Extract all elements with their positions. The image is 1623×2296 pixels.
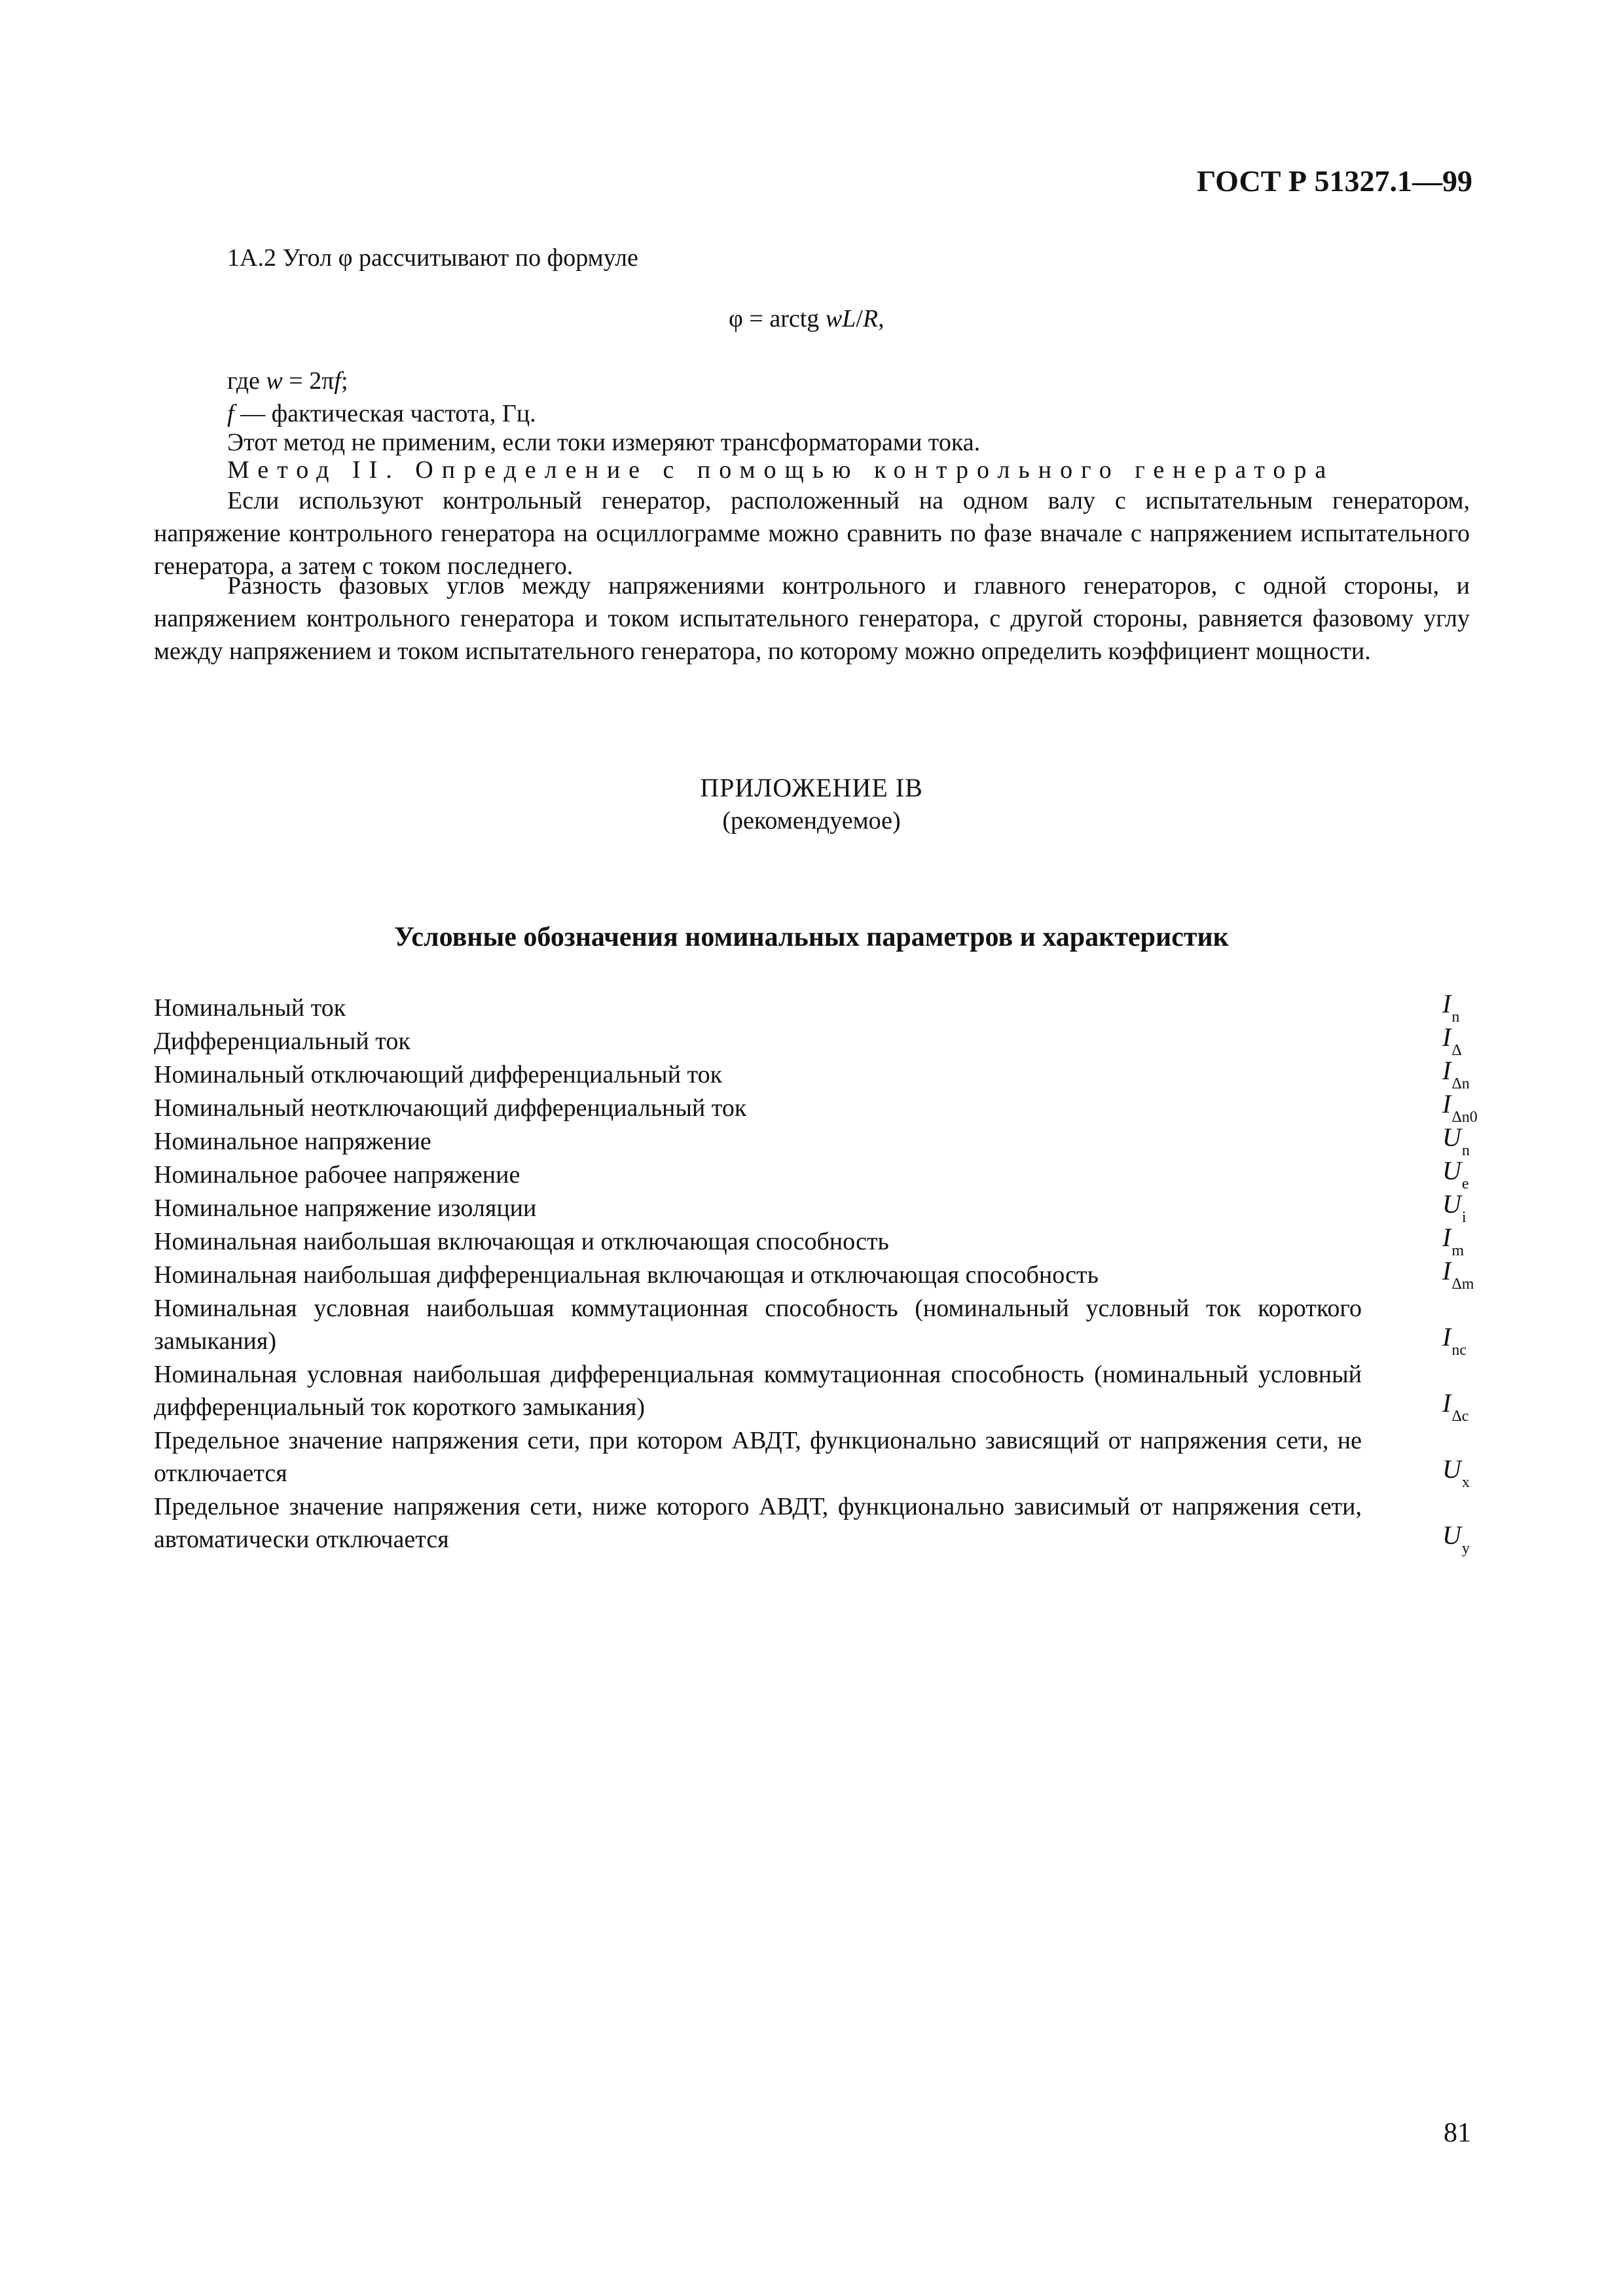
symbol-letter: U bbox=[1442, 1122, 1461, 1152]
symbol-notation bbox=[1442, 1387, 1468, 1424]
symbol-letter: U bbox=[1442, 1520, 1461, 1550]
symbol-notation bbox=[1442, 1255, 1474, 1291]
symbol-subscript: i bbox=[1461, 1209, 1467, 1226]
symbol-description: Номинальная наибольшая включающая и отключающая способность bbox=[154, 1228, 889, 1255]
symbol-letter: I bbox=[1442, 1056, 1451, 1085]
symbol-letter: I bbox=[1442, 1223, 1451, 1252]
symbol-row bbox=[154, 1058, 1470, 1091]
frequency-definition: f — фактическая частота, Гц. bbox=[227, 400, 536, 427]
symbol-notation bbox=[1442, 1021, 1462, 1058]
symbol-subscript: x bbox=[1461, 1474, 1470, 1491]
symbol-subscript: y bbox=[1461, 1540, 1470, 1557]
symbol-row bbox=[154, 1490, 1470, 1556]
symbol-subscript: nc bbox=[1451, 1342, 1467, 1359]
symbol-row bbox=[154, 1225, 1470, 1258]
symbol-notation bbox=[1442, 1321, 1467, 1357]
symbol-subscript: Δm bbox=[1451, 1276, 1474, 1293]
symbol-row bbox=[154, 1292, 1470, 1357]
symbol-letter: I bbox=[1442, 1388, 1451, 1418]
symbol-letter: I bbox=[1442, 989, 1451, 1018]
symbols-table bbox=[154, 989, 1478, 1557]
symbol-subscript: Δn bbox=[1451, 1075, 1470, 1092]
symbol-row bbox=[154, 1158, 1470, 1191]
page-number: 81 bbox=[1444, 2118, 1471, 2148]
symbol-description: Номинальная наибольшая дифференциальная включающая и отключающая способность bbox=[154, 1261, 1099, 1289]
symbol-notation bbox=[1442, 1453, 1470, 1490]
symbol-row bbox=[154, 1189, 1470, 1226]
symbol-letter: I bbox=[1442, 1022, 1451, 1052]
symbol-row bbox=[154, 1122, 1470, 1159]
symbol-notation bbox=[1442, 1121, 1470, 1158]
symbol-description: Номинальная условная наибольшая коммутационная способность (номинальный условный ток короткого замыкания) bbox=[154, 1295, 1362, 1355]
symbol-subscript: Δc bbox=[1451, 1408, 1469, 1425]
symbol-description: Номинальный ток bbox=[154, 994, 346, 1022]
symbol-description: Номинальный неотключающий дифференциальный ток bbox=[154, 1094, 747, 1122]
symbol-notation bbox=[1442, 988, 1459, 1024]
symbol-description: Номинальная условная наибольшая дифференциальная коммутационная способность (номинальный условный дифференциальный ток короткого замыкания) bbox=[154, 1361, 1362, 1421]
symbol-description: Предельное значение напряжения сети, при котором АВДТ, функционально зависящий от напряжения сети, не отключается bbox=[154, 1427, 1362, 1487]
method-note: Этот метод не применим, если токи измеряют трансформаторами тока. bbox=[227, 429, 981, 456]
symbol-letter: U bbox=[1442, 1189, 1461, 1219]
symbol-row bbox=[154, 1424, 1470, 1490]
formula-where-line: где w = 2πf; bbox=[227, 367, 348, 395]
symbol-subscript: e bbox=[1461, 1175, 1469, 1193]
symbol-subscript: m bbox=[1451, 1242, 1464, 1259]
annex-title: ПРИЛОЖЕНИЕ IB bbox=[700, 773, 923, 802]
method-ii-paragraph-2: Разность фазовых углов между напряжениями контрольного и главного генераторов, с одной стороны, и напряжением контрольного генератора и током испытательного генератора, с другой стороны, равняется фазовому углу между напряжением и током испытательного генератора, по которому можно определить коэффициент мощности. bbox=[154, 572, 1470, 665]
symbol-subscript: Δ bbox=[1451, 1042, 1462, 1059]
symbol-notation bbox=[1442, 1155, 1469, 1191]
symbol-description: Номинальный отключающий дифференциальный ток bbox=[154, 1061, 723, 1088]
symbol-row bbox=[154, 1022, 1470, 1059]
symbol-notation bbox=[1442, 1188, 1467, 1225]
angle-formula-intro: 1А.2 Угол φ рассчитывают по формуле bbox=[227, 244, 638, 272]
symbol-letter: U bbox=[1442, 1156, 1461, 1185]
symbol-subscript: Δn0 bbox=[1451, 1109, 1478, 1126]
symbol-row bbox=[154, 989, 1470, 1026]
symbol-subscript: n bbox=[1451, 1009, 1460, 1026]
symbol-description: Дифференциальный ток bbox=[154, 1028, 410, 1055]
symbol-row bbox=[154, 1089, 1478, 1126]
symbol-letter: I bbox=[1442, 1089, 1451, 1119]
symbol-letter: I bbox=[1442, 1322, 1451, 1352]
angle-formula: φ = arctg wL/R, bbox=[729, 305, 884, 332]
method-ii-heading: Метод II. Определение с помощью контрольного генератора bbox=[227, 456, 1335, 484]
symbol-description: Предельное значение напряжения сети, ниже которого АВДТ, функционально зависимый от напряжения сети, автоматически отключается bbox=[154, 1493, 1362, 1553]
symbol-subscript: n bbox=[1461, 1142, 1470, 1159]
symbol-description: Номинальное напряжение изоляции bbox=[154, 1194, 537, 1222]
symbol-row bbox=[154, 1358, 1470, 1424]
symbol-description: Номинальное рабочее напряжение bbox=[154, 1161, 520, 1189]
symbol-notation bbox=[1442, 1221, 1464, 1258]
annex-subtitle: (рекомендуемое) bbox=[722, 807, 901, 834]
symbol-description: Номинальное напряжение bbox=[154, 1128, 431, 1155]
symbol-row bbox=[154, 1256, 1474, 1293]
standard-header: ГОСТ Р 51327.1—99 bbox=[1197, 164, 1472, 198]
method-ii-paragraph-1: Если используют контрольный генератор, расположенный на одном валу с испытательным генератором, напряжение контрольного генератора на осциллограмме можно сравнить по фазе вначале с напряжением испытательного генератора, а затем с током последнего. bbox=[154, 487, 1470, 580]
symbols-section-title: Условные обозначения номинальных параметров и характеристик bbox=[394, 922, 1229, 952]
symbol-letter: U bbox=[1442, 1454, 1461, 1484]
symbol-notation bbox=[1442, 1519, 1470, 1556]
symbol-notation bbox=[1442, 1054, 1470, 1091]
symbol-letter: I bbox=[1442, 1256, 1451, 1285]
symbol-notation bbox=[1442, 1088, 1478, 1124]
